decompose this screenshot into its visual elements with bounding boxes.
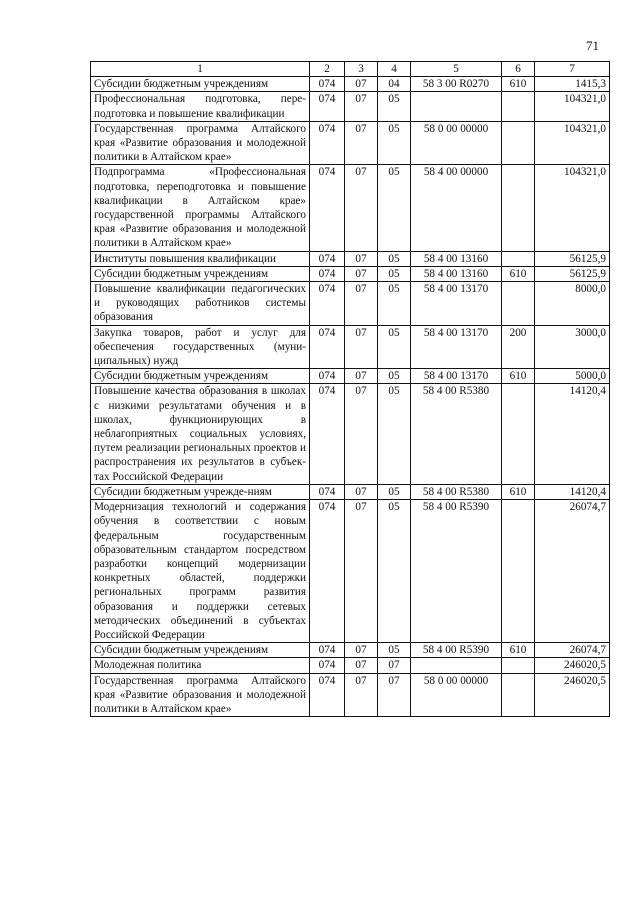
row-csr-cell: 58 4 00 13170 bbox=[411, 282, 502, 326]
row-vr-cell: 610 bbox=[502, 369, 535, 384]
row-rz-cell: 07 bbox=[345, 92, 378, 121]
row-rz-cell: 07 bbox=[345, 266, 378, 281]
table-row bbox=[91, 165, 610, 251]
row-csr-cell: 58 4 00 R5390 bbox=[411, 643, 502, 658]
row-name-cell: Государственная программа Алтайского края «Развитие образования и молодежной политики в Алтайском крае» bbox=[91, 121, 310, 165]
row-sum-cell: 104321,0 bbox=[535, 121, 610, 165]
row-rz-cell: 07 bbox=[345, 77, 378, 92]
header-col-1: 1 bbox=[91, 62, 310, 77]
table-row bbox=[91, 484, 610, 499]
row-rz-cell: 07 bbox=[345, 282, 378, 326]
row-name-cell: Молодежная политика bbox=[91, 658, 310, 673]
header-col-3: 3 bbox=[345, 62, 378, 77]
row-vr-cell bbox=[502, 92, 535, 121]
row-pr-cell: 05 bbox=[378, 121, 411, 165]
row-sum-cell: 1415,3 bbox=[535, 77, 610, 92]
row-gr-cell: 074 bbox=[310, 484, 345, 499]
row-gr-cell: 074 bbox=[310, 673, 345, 717]
row-name-cell: Повышение квалификации педагогических и руководящих работников системы образования bbox=[91, 282, 310, 326]
row-gr-cell: 074 bbox=[310, 282, 345, 326]
row-vr-cell: 610 bbox=[502, 77, 535, 92]
row-rz-cell: 07 bbox=[345, 384, 378, 484]
table-row bbox=[91, 673, 610, 717]
row-name-cell: Институты повышения квалификации bbox=[91, 251, 310, 266]
row-csr-cell: 58 4 00 R5390 bbox=[411, 500, 502, 643]
row-pr-cell: 05 bbox=[378, 325, 411, 369]
row-csr-cell: 58 0 00 00000 bbox=[411, 673, 502, 717]
row-pr-cell: 05 bbox=[378, 643, 411, 658]
row-vr-cell: 610 bbox=[502, 266, 535, 281]
row-vr-cell bbox=[502, 165, 535, 251]
row-gr-cell: 074 bbox=[310, 643, 345, 658]
row-sum-cell: 104321,0 bbox=[535, 92, 610, 121]
row-pr-cell: 05 bbox=[378, 484, 411, 499]
table-header-row bbox=[91, 62, 610, 77]
header-col-5: 5 bbox=[411, 62, 502, 77]
row-rz-cell: 07 bbox=[345, 121, 378, 165]
row-pr-cell: 05 bbox=[378, 282, 411, 326]
row-csr-cell bbox=[411, 92, 502, 121]
row-gr-cell: 074 bbox=[310, 92, 345, 121]
row-pr-cell: 05 bbox=[378, 251, 411, 266]
row-pr-cell: 05 bbox=[378, 266, 411, 281]
table-row bbox=[91, 500, 610, 643]
row-pr-cell: 05 bbox=[378, 369, 411, 384]
table-row bbox=[91, 658, 610, 673]
table-row bbox=[91, 384, 610, 484]
table-row bbox=[91, 92, 610, 121]
row-gr-cell: 074 bbox=[310, 384, 345, 484]
row-csr-cell: 58 3 00 R0270 bbox=[411, 77, 502, 92]
row-name-cell: Модернизация технологий и содержания обучения в соответствии с новым федеральным государственным образовательным стандартом посредством разработки концепций модернизации конкретных областей, поддержки региональных программ развития образования и поддержки сетевых методических объединений в субъектах Российской Федерации bbox=[91, 500, 310, 643]
table-row bbox=[91, 77, 610, 92]
row-gr-cell: 074 bbox=[310, 77, 345, 92]
row-vr-cell bbox=[502, 121, 535, 165]
row-pr-cell: 05 bbox=[378, 92, 411, 121]
row-csr-cell: 58 4 00 00000 bbox=[411, 165, 502, 251]
row-name-cell: Субсидии бюджетным учреждениям bbox=[91, 266, 310, 281]
row-name-cell: Субсидии бюджетным учрежде-ниям bbox=[91, 484, 310, 499]
row-vr-cell: 200 bbox=[502, 325, 535, 369]
row-name-cell: Подпрограмма «Профессиональная подготовка, переподготовка и повышение квалификации в Алтайском крае» государственной программы Алтайского края «Развитие образования и молодежной политики в Алтайском крае» bbox=[91, 165, 310, 251]
row-vr-cell bbox=[502, 251, 535, 266]
row-rz-cell: 07 bbox=[345, 165, 378, 251]
row-rz-cell: 07 bbox=[345, 658, 378, 673]
table-row bbox=[91, 369, 610, 384]
row-vr-cell: 610 bbox=[502, 643, 535, 658]
row-rz-cell: 07 bbox=[345, 369, 378, 384]
row-name-cell: Субсидии бюджетным учреждениям bbox=[91, 643, 310, 658]
header-col-7: 7 bbox=[535, 62, 610, 77]
row-sum-cell: 56125,9 bbox=[535, 266, 610, 281]
row-sum-cell: 246020,5 bbox=[535, 658, 610, 673]
row-sum-cell: 26074,7 bbox=[535, 500, 610, 643]
row-vr-cell bbox=[502, 658, 535, 673]
table-row bbox=[91, 282, 610, 326]
row-sum-cell: 3000,0 bbox=[535, 325, 610, 369]
row-pr-cell: 07 bbox=[378, 673, 411, 717]
row-gr-cell: 074 bbox=[310, 658, 345, 673]
row-rz-cell: 07 bbox=[345, 500, 378, 643]
row-vr-cell bbox=[502, 282, 535, 326]
row-csr-cell: 58 4 00 13160 bbox=[411, 251, 502, 266]
row-rz-cell: 07 bbox=[345, 673, 378, 717]
row-sum-cell: 5000,0 bbox=[535, 369, 610, 384]
row-pr-cell: 05 bbox=[378, 384, 411, 484]
row-vr-cell bbox=[502, 384, 535, 484]
row-pr-cell: 05 bbox=[378, 500, 411, 643]
row-csr-cell bbox=[411, 658, 502, 673]
row-gr-cell: 074 bbox=[310, 251, 345, 266]
row-sum-cell: 56125,9 bbox=[535, 251, 610, 266]
row-gr-cell: 074 bbox=[310, 500, 345, 643]
row-name-cell: Субсидии бюджетным учреждениям bbox=[91, 77, 310, 92]
row-name-cell: Субсидии бюджетным учреждениям bbox=[91, 369, 310, 384]
row-rz-cell: 07 bbox=[345, 251, 378, 266]
row-csr-cell: 58 4 00 13160 bbox=[411, 266, 502, 281]
row-pr-cell: 05 bbox=[378, 165, 411, 251]
header-col-2: 2 bbox=[310, 62, 345, 77]
row-rz-cell: 07 bbox=[345, 325, 378, 369]
row-rz-cell: 07 bbox=[345, 643, 378, 658]
header-col-6: 6 bbox=[502, 62, 535, 77]
row-sum-cell: 14120,4 bbox=[535, 484, 610, 499]
row-pr-cell: 07 bbox=[378, 658, 411, 673]
row-csr-cell: 58 4 00 13170 bbox=[411, 369, 502, 384]
row-name-cell: Закупка товаров, работ и услуг для обеспечения государственных (муниципальных) нужд bbox=[91, 325, 310, 369]
row-csr-cell: 58 4 00 13170 bbox=[411, 325, 502, 369]
table-row bbox=[91, 325, 610, 369]
budget-table bbox=[90, 61, 610, 717]
row-sum-cell: 246020,5 bbox=[535, 673, 610, 717]
row-gr-cell: 074 bbox=[310, 369, 345, 384]
table-row bbox=[91, 251, 610, 266]
row-sum-cell: 26074,7 bbox=[535, 643, 610, 658]
row-sum-cell: 8000,0 bbox=[535, 282, 610, 326]
row-gr-cell: 074 bbox=[310, 266, 345, 281]
row-vr-cell bbox=[502, 500, 535, 643]
row-rz-cell: 07 bbox=[345, 484, 378, 499]
row-name-cell: Профессиональная подготовка, переподготовка и повышение квалификации bbox=[91, 92, 310, 121]
row-vr-cell: 610 bbox=[502, 484, 535, 499]
row-gr-cell: 074 bbox=[310, 325, 345, 369]
table-row bbox=[91, 121, 610, 165]
row-sum-cell: 14120,4 bbox=[535, 384, 610, 484]
row-csr-cell: 58 4 00 R5380 bbox=[411, 484, 502, 499]
page-number: 71 bbox=[586, 38, 599, 53]
table-row bbox=[91, 266, 610, 281]
row-vr-cell bbox=[502, 673, 535, 717]
row-pr-cell: 04 bbox=[378, 77, 411, 92]
row-sum-cell: 104321,0 bbox=[535, 165, 610, 251]
header-col-4: 4 bbox=[378, 62, 411, 77]
row-name-cell: Государственная программа Алтайского края «Развитие образования и молодежной политики в Алтайском крае» bbox=[91, 673, 310, 717]
row-gr-cell: 074 bbox=[310, 121, 345, 165]
table-row bbox=[91, 643, 610, 658]
row-csr-cell: 58 4 00 R5380 bbox=[411, 384, 502, 484]
row-csr-cell: 58 0 00 00000 bbox=[411, 121, 502, 165]
row-name-cell: Повышение качества образования в школах с низкими результатами обучения и в школах, функционирующих в неблагоприятных социальных условиях, путем реализации региональных проектов и распространения их результатов в субъектах Российской Федерации bbox=[91, 384, 310, 484]
row-gr-cell: 074 bbox=[310, 165, 345, 251]
